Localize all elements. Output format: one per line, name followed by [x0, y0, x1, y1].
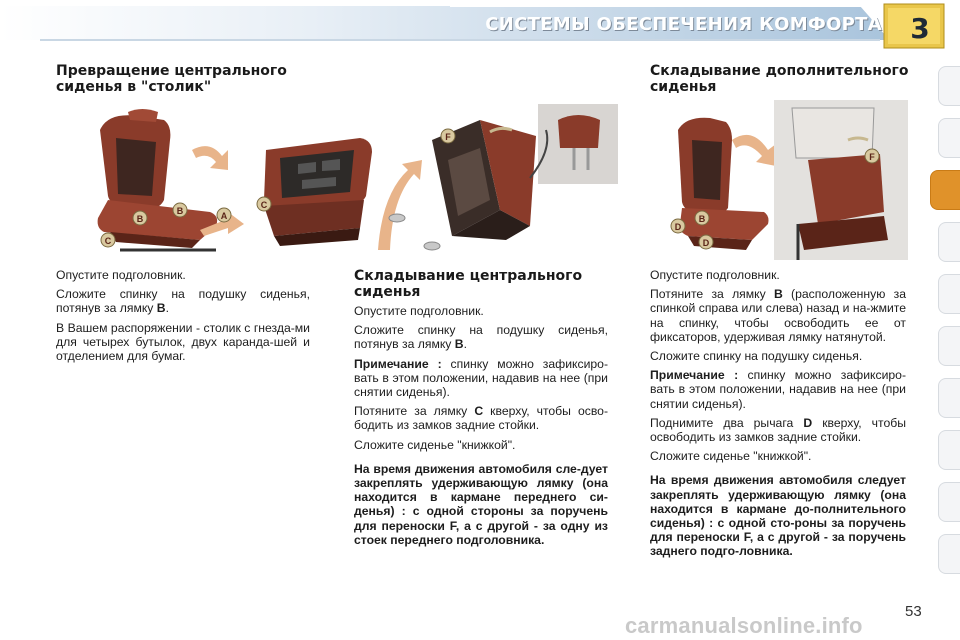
headrest-inset-image [530, 104, 618, 184]
paragraph: Сложите сиденье "книжкой". [650, 449, 812, 464]
seat-1-image [98, 109, 218, 250]
marker-F-2 [865, 149, 879, 163]
marker-F-label: F [445, 132, 451, 142]
paragraph: Поднимите два рычага D кверху, чтобы освободить из замков задние стойки. [650, 415, 906, 445]
marker-A [217, 208, 231, 222]
chapter-tab-1[interactable] [938, 66, 960, 106]
fold-arrow-1 [192, 146, 228, 170]
left-column-text [56, 268, 310, 368]
chapter-tab-8[interactable] [938, 430, 960, 470]
chapter-tab-3-active[interactable] [930, 170, 960, 210]
marker-D-2 [699, 235, 713, 249]
paragraph: Сложите сиденье "книжкой". [354, 437, 516, 452]
paragraph: Опустите подголовник. [354, 304, 484, 318]
chapter-tabs [938, 66, 960, 576]
marker-C-label: C [260, 200, 268, 210]
note-paragraph: Примечание : спинку можно зафиксиро-вать в этом положении, надавив на нее (при снятии сиденья). [650, 368, 906, 411]
center-seat-illustration [60, 100, 620, 260]
marker-B-2 [133, 211, 147, 225]
heading-line-1: Складывание дополнительного [650, 63, 909, 79]
middle-column-text [354, 304, 608, 552]
warning-paragraph: На время движения автомобиля следует закреплять удерживающую лямку (она находится в кармане до-полнительного сиденья) : с одной сто-роны за поручень для переноски F, а с другой - за поручень заднего подго-ловника. [650, 473, 906, 559]
paragraph: Потяните за лямку C кверху, чтобы осво-бодить из замков задние стойки. [354, 404, 608, 433]
heading-line-1: Складывание центрального [354, 268, 583, 284]
chapter-number: 3 [910, 12, 930, 45]
heading-line-2: сиденья в "столик" [56, 79, 212, 95]
page-header [0, 0, 960, 50]
chapter-tab-10[interactable] [938, 534, 960, 574]
heading-line-2: сиденья [650, 79, 717, 95]
fold-arrow-extra [732, 135, 776, 166]
marker-F-1 [441, 129, 455, 143]
extra-seat-photos [648, 100, 908, 260]
extra-seat-illustration [648, 100, 908, 260]
marker-F-label: F [869, 152, 875, 162]
page-number: 53 [905, 603, 922, 620]
paragraph: Сложите спинку на подушку сиденья, потянув за лямку B. [354, 323, 608, 352]
marker-B-1 [173, 203, 187, 217]
marker-B-label: B [176, 206, 184, 216]
marker-C-label: C [104, 236, 112, 246]
seat-2-image [264, 138, 372, 246]
heading-line-1: Превращение центрального [56, 63, 287, 79]
chapter-tab-4[interactable] [938, 222, 960, 262]
marker-B-3 [695, 211, 709, 225]
paragraph: В Вашем распоряжении - столик с гнезда-ми для четырех бутылок, двух каранда-шей и отделением для бумаг. [56, 320, 310, 364]
center-seat-photo-sequence [60, 100, 620, 260]
latch-icon [389, 214, 405, 222]
warning-paragraph: На время движения автомобиля сле-дует закреплять удерживающую лямку (она находится в кармане переднего си-денья) : с одной стороны за поручень для переноски F, а с другой - за одну из стоек переднего подголовника. [354, 461, 608, 547]
marker-C-2 [257, 197, 271, 211]
watermark: carmanualsonline.info [625, 613, 863, 638]
heading-center-seat-fold [354, 268, 582, 300]
marker-D-label: D [674, 222, 682, 232]
marker-C-1 [101, 233, 115, 247]
chapter-tab-2[interactable] [938, 118, 960, 158]
paragraph: Потяните за лямку B (расположенную за спинкой справа или слева) назад и на-жмите на спинку, чтобы освободить ее от фиксаторов, удерживая лямку натянутой. [650, 287, 906, 344]
right-column-text [650, 268, 906, 564]
heading-line-2: сиденья [354, 284, 421, 300]
marker-A-label: A [220, 211, 228, 221]
chapter-tab-7[interactable] [938, 378, 960, 418]
marker-D-label: D [702, 238, 710, 248]
chapter-tab-5[interactable] [938, 274, 960, 314]
latch-icon [424, 242, 440, 250]
marker-B-label: B [136, 214, 144, 224]
chapter-tab-9[interactable] [938, 482, 960, 522]
note-paragraph: Примечание : спинку можно зафиксиро-вать в этом положении, надавив на нее (при снятии сиденья). [354, 356, 608, 400]
paragraph: Опустите подголовник. [650, 268, 780, 282]
section-title: СИСТЕМЫ ОБЕСПЕЧЕНИЯ КОМФОРТА [485, 14, 882, 35]
heading-extra-seat-fold [650, 63, 909, 95]
marker-B-label: B [698, 214, 706, 224]
paragraph: Сложите спинку на подушку сиденья, потянув за лямку B. [56, 287, 310, 316]
chapter-tab-6[interactable] [938, 326, 960, 366]
paragraph: Сложите спинку на подушку сиденья. [650, 349, 863, 364]
lift-arrow-2 [378, 160, 422, 250]
heading-table-conversion [56, 63, 287, 95]
marker-D-1 [671, 219, 685, 233]
paragraph: Опустите подголовник. [56, 268, 186, 282]
